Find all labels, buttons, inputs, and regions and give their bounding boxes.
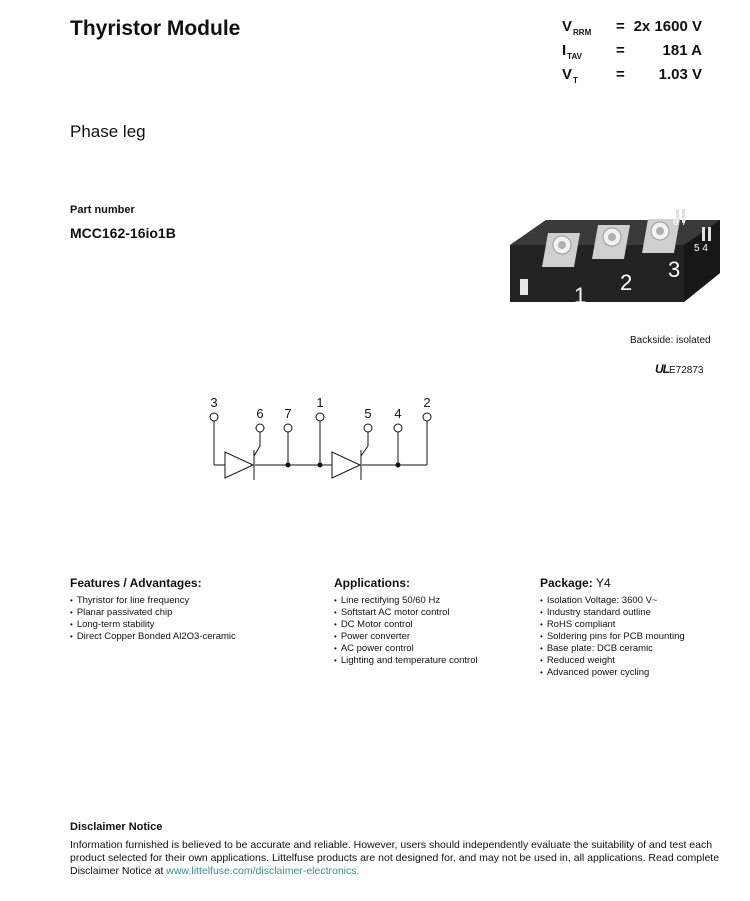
spec-symbol: $V_{RRM}$ xyxy=(562,18,592,37)
junction-dot xyxy=(318,463,323,468)
applications-title: Applications: xyxy=(334,576,411,590)
list-item: • Advanced power cycling xyxy=(540,667,685,679)
pin-terminal xyxy=(316,413,324,421)
disclaimer-text xyxy=(70,839,730,878)
list-item: • Planar passivated chip xyxy=(70,607,236,619)
pin-label: 7 xyxy=(284,406,292,421)
screw-terminal xyxy=(592,225,630,259)
disclaimer-link[interactable]: www.littelfuse.com/disclaimer-electronics. xyxy=(166,865,360,877)
features-section xyxy=(70,576,236,643)
spec-row xyxy=(562,18,702,38)
thyristor-symbol xyxy=(332,452,360,478)
terminal-label: 2 xyxy=(620,270,633,295)
ul-code: E72873 xyxy=(669,365,704,376)
disclaimer-title: Disclaimer Notice xyxy=(70,821,163,833)
package-title: Package: Y4 xyxy=(540,576,611,590)
package-list xyxy=(540,595,685,679)
pin-terminal xyxy=(210,413,218,421)
spec-row xyxy=(562,66,702,86)
spec-symbol: $I_{TAV}$ xyxy=(562,42,582,61)
backside-note: Backside: isolated xyxy=(630,335,711,346)
features-title: Features / Advantages: xyxy=(70,576,202,590)
terminal-label: 3 xyxy=(668,257,681,282)
spec-eq: = xyxy=(616,18,625,35)
spec-value: 1.03 V xyxy=(658,66,702,83)
list-item: • Industry standard outline xyxy=(540,607,685,619)
junction-dot xyxy=(396,463,401,468)
spec-value: 2x 1600 V xyxy=(633,18,702,35)
list-item: • DC Motor control xyxy=(334,619,478,631)
pin-label: 1 xyxy=(316,395,324,410)
list-item: • Isolation Voltage: 3600 V~ xyxy=(540,595,685,607)
spec-value: 181 A xyxy=(662,42,702,59)
package-section xyxy=(540,576,685,679)
applications-section xyxy=(334,576,478,667)
list-item: • Direct Copper Bonded Al2O3-ceramic xyxy=(70,631,236,643)
pin-label: 5 xyxy=(364,406,372,421)
list-item: • Lighting and temperature control xyxy=(334,655,478,667)
part-number: MCC162-16io1B xyxy=(70,225,176,241)
list-item: • Reduced weight xyxy=(540,655,685,667)
part-number-label: Part number xyxy=(70,204,135,216)
disclaimer-body: Information furnished is believed to be accurate and reliable. However, users should independently evaluate the suitability of and test each product selected for their own applications. Littelfuse products are not designed for, and may not be used in, all applications. Read complete Disclaimer Notice at xyxy=(70,839,720,877)
list-item: • AC power control xyxy=(334,643,478,655)
list-item: • Soldering pins for PCB mounting xyxy=(540,631,685,643)
pin-terminal xyxy=(284,424,292,432)
circuit-diagram xyxy=(195,390,445,490)
ul-mark xyxy=(655,362,703,376)
terminal-label: 1 xyxy=(574,283,587,308)
pin-label: 4 xyxy=(394,406,402,421)
spec-eq: = xyxy=(616,42,625,59)
junction-dot xyxy=(286,463,291,468)
applications-list xyxy=(334,595,478,667)
terminal-label: 5 4 xyxy=(694,243,708,254)
spec-eq: = xyxy=(616,66,625,83)
terminal-label: 6 7 xyxy=(673,217,687,228)
subtitle: Phase leg xyxy=(70,122,146,141)
thyristor-symbol xyxy=(225,452,253,478)
spec-symbol: $V_T$ xyxy=(562,66,578,85)
pin-terminal xyxy=(394,424,402,432)
pin-terminal xyxy=(423,413,431,421)
spec-row xyxy=(562,42,702,62)
pin-terminal xyxy=(364,424,372,432)
features-list xyxy=(70,595,236,643)
pin-label: 2 xyxy=(423,395,431,410)
pin-label: 6 xyxy=(256,406,264,421)
module-image xyxy=(508,205,720,317)
screw-terminal xyxy=(542,233,580,267)
list-item: • Softstart AC motor control xyxy=(334,607,478,619)
pin-label: 3 xyxy=(210,395,218,410)
list-item: • Base plate: DCB ceramic xyxy=(540,643,685,655)
list-item: • Power converter xyxy=(334,631,478,643)
pin-terminal xyxy=(256,424,264,432)
list-item: • RoHS compliant xyxy=(540,619,685,631)
list-item: • Thyristor for line frequency xyxy=(70,595,236,607)
list-item: • Line rectifying 50/60 Hz xyxy=(334,595,478,607)
list-item: • Long-term stability xyxy=(70,619,236,631)
ul-logo: UL xyxy=(655,362,669,376)
page-title: Thyristor Module xyxy=(70,17,241,40)
package-value: Y4 xyxy=(596,576,611,590)
